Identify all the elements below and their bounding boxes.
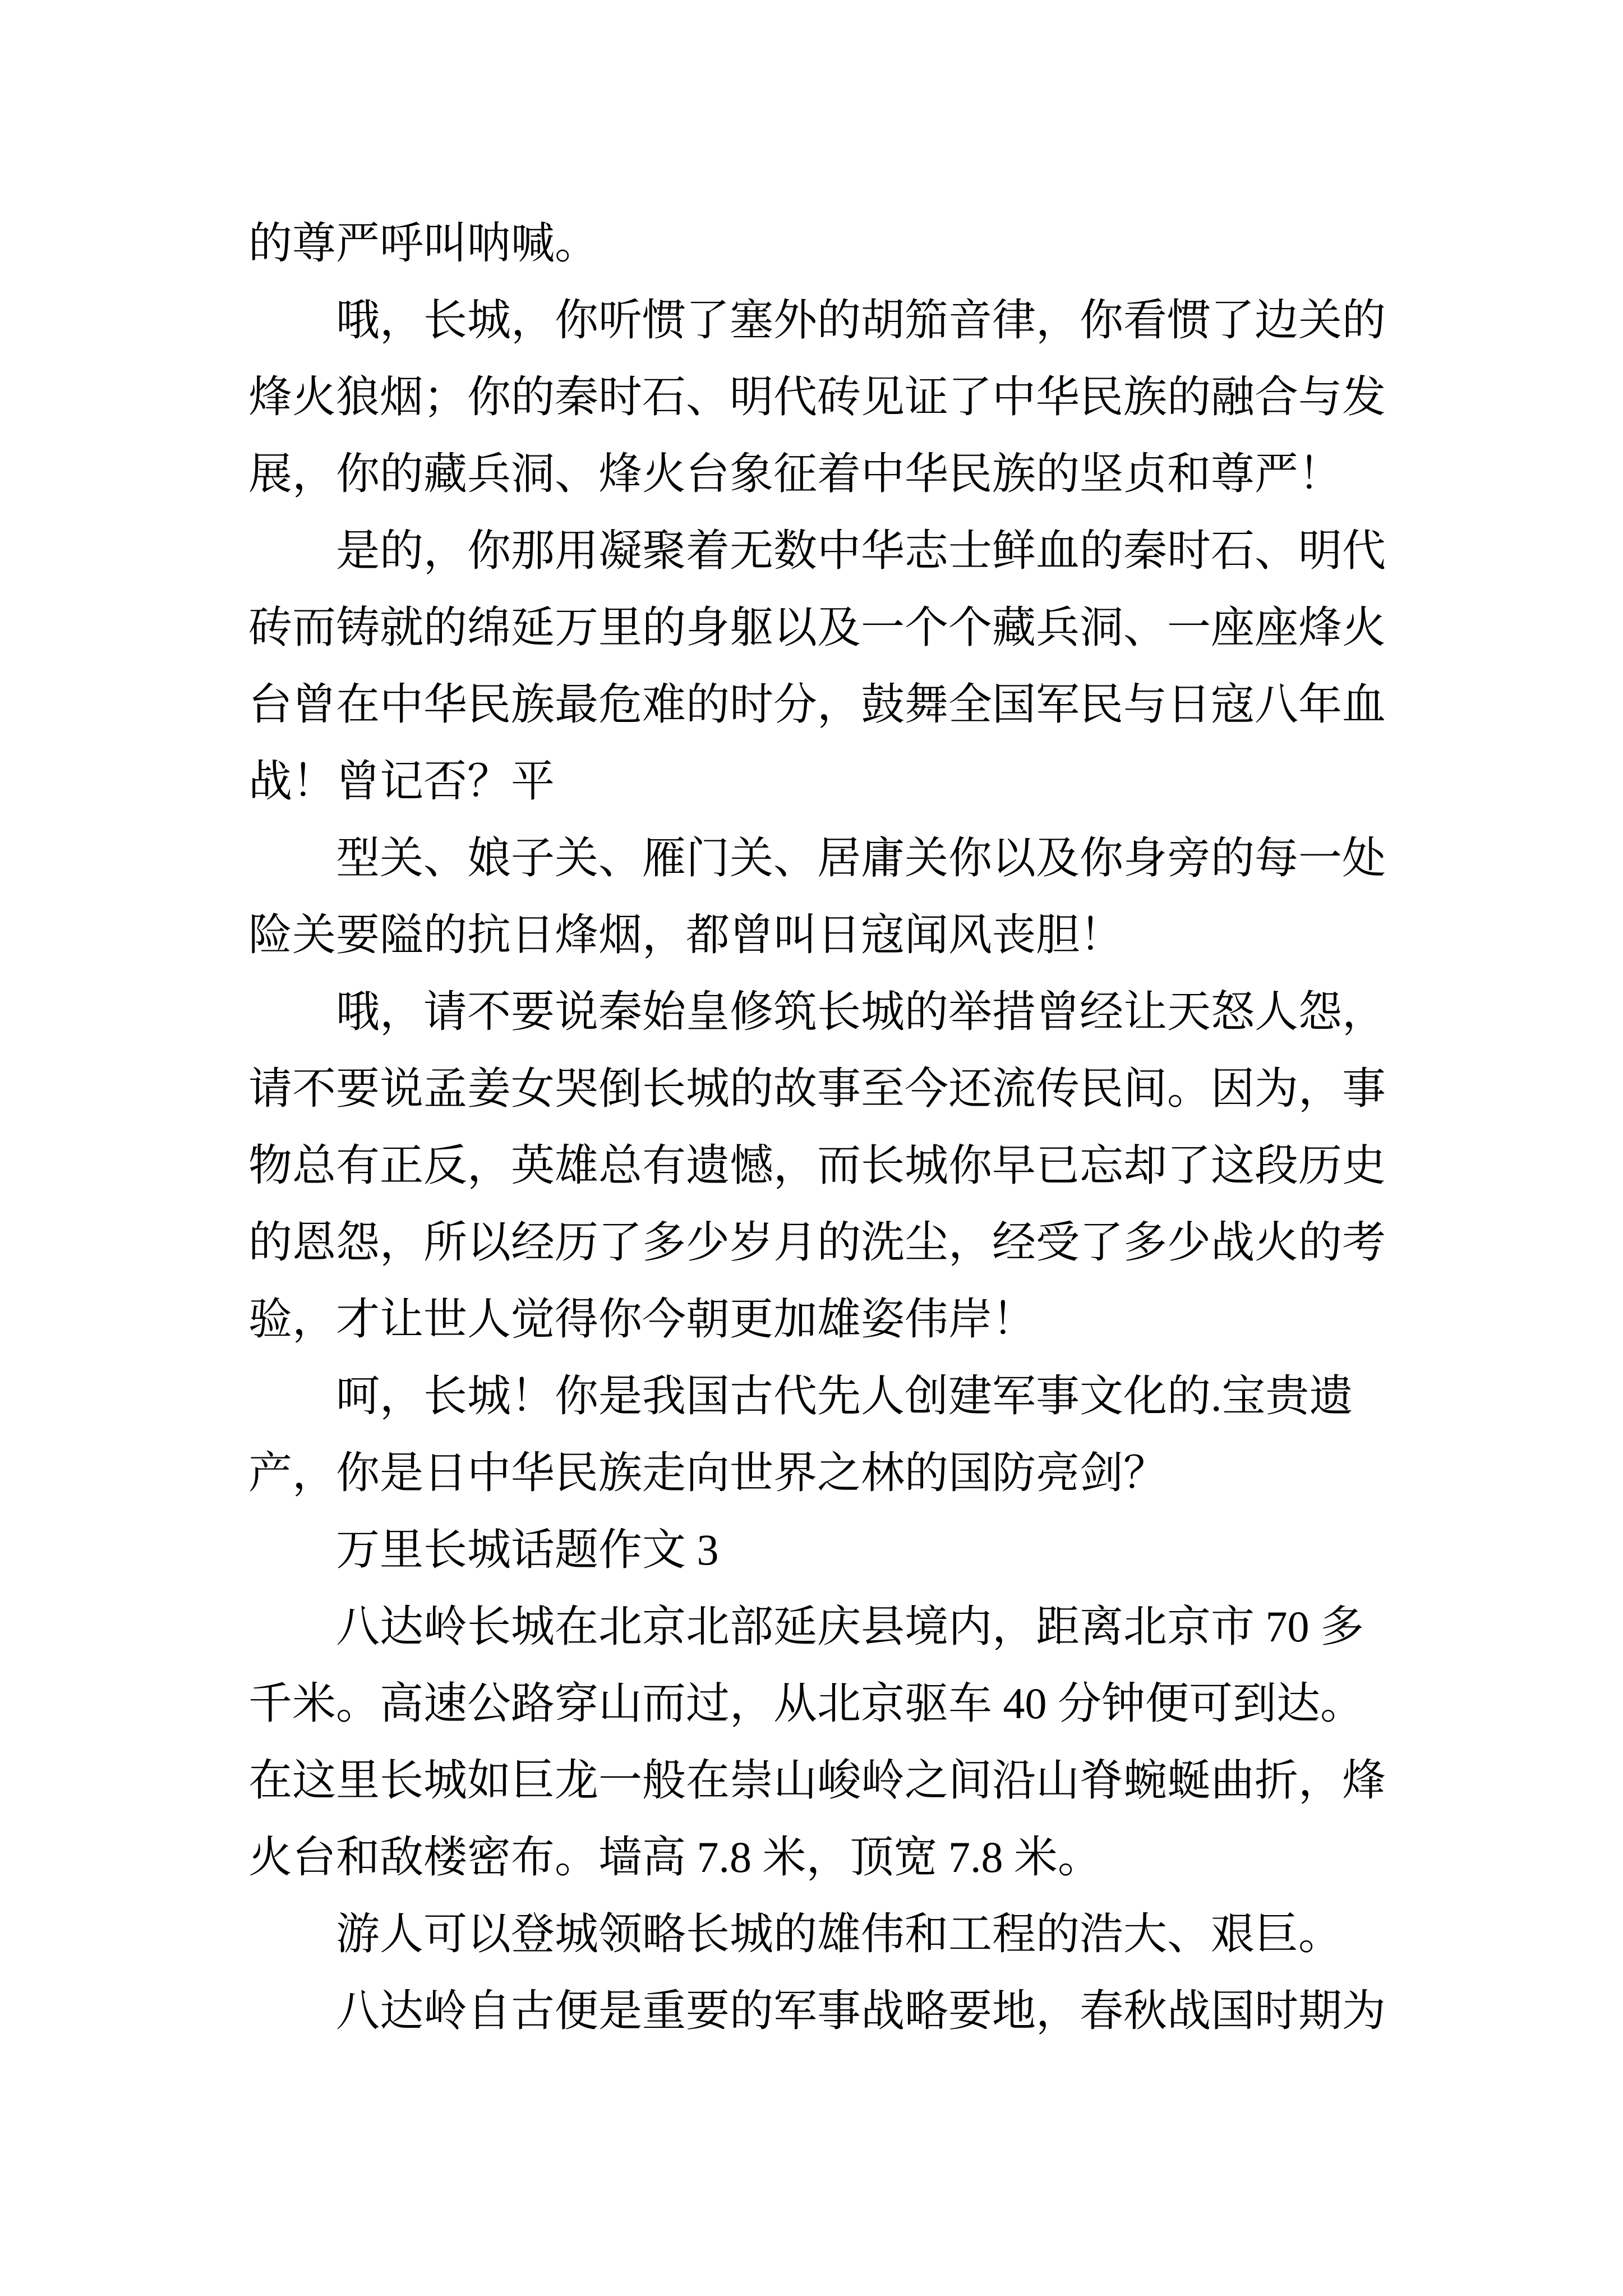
text-line: 千米。高速公路穿山而过，从北京驱车 40 分钟便可到达。: [248, 1679, 1364, 1728]
text-line: 台曾在中华民族最危难的时分，鼓舞全国军民与日寇八年血: [248, 680, 1386, 729]
text-line: 八达岭自古便是重要的军事战略要地，春秋战国时期为: [336, 1986, 1386, 2035]
text-line: 烽火狼烟；你的秦时石、明代砖见证了中华民族的融合与发: [248, 372, 1386, 421]
text-line: 险关要隘的抗日烽烟，都曾叫日寇闻风丧胆！: [248, 910, 1124, 959]
text-line: 哦，请不要说秦始皇修筑长城的举措曾经让天怒人怨，: [336, 987, 1386, 1036]
text-line: 展，你的藏兵洞、烽火台象征着中华民族的坚贞和尊严！: [248, 449, 1343, 498]
text-line: 产，你是日中华民族走向世界之林的国防亮剑？: [248, 1448, 1168, 1497]
text-line: 的尊严呼叫呐喊。: [248, 219, 599, 268]
text-line: 请不要说孟姜女哭倒长城的故事至今还流传民间。因为，事: [248, 1064, 1386, 1113]
text-line: 物总有正反，英雄总有遗憾，而长城你早已忘却了这段历史: [248, 1141, 1386, 1190]
text-line: 火台和敌楼密布。墙高 7.8 米，顶宽 7.8 米。: [248, 1833, 1102, 1881]
text-line: 呵，长城！你是我国古代先人创建军事文化的.宝贵遗: [336, 1372, 1353, 1420]
text-line: 战！曾记否？平: [248, 757, 555, 806]
text-line: 型关、娘子关、雁门关、居庸关你以及你身旁的每一处: [336, 834, 1386, 882]
text-line: 游人可以登城领略长城的雄伟和工程的浩大、艰巨。: [336, 1910, 1343, 1958]
text-line: 在这里长城如巨龙一般在崇山峻岭之间沿山脊蜿蜒曲折，烽: [248, 1756, 1386, 1805]
text-line: 万里长城话题作文 3: [336, 1525, 719, 1574]
text-line: 砖而铸就的绵延万里的身躯以及一个个藏兵洞、一座座烽火: [248, 603, 1386, 652]
text-line: 是的，你那用凝聚着无数中华志士鲜血的秦时石、明代: [336, 526, 1386, 575]
text-line: 验，才让世人觉得你今朝更加雄姿伟岸！: [248, 1295, 1036, 1343]
text-line: 八达岭长城在北京北部延庆县境内，距离北京市 70 多: [336, 1602, 1364, 1651]
document-text: [248, 205, 1415, 2049]
text-line: 哦，长城，你听惯了塞外的胡笳音律，你看惯了边关的: [336, 296, 1386, 344]
text-line: 的恩怨，所以经历了多少岁月的洗尘，经受了多少战火的考: [248, 1218, 1386, 1267]
